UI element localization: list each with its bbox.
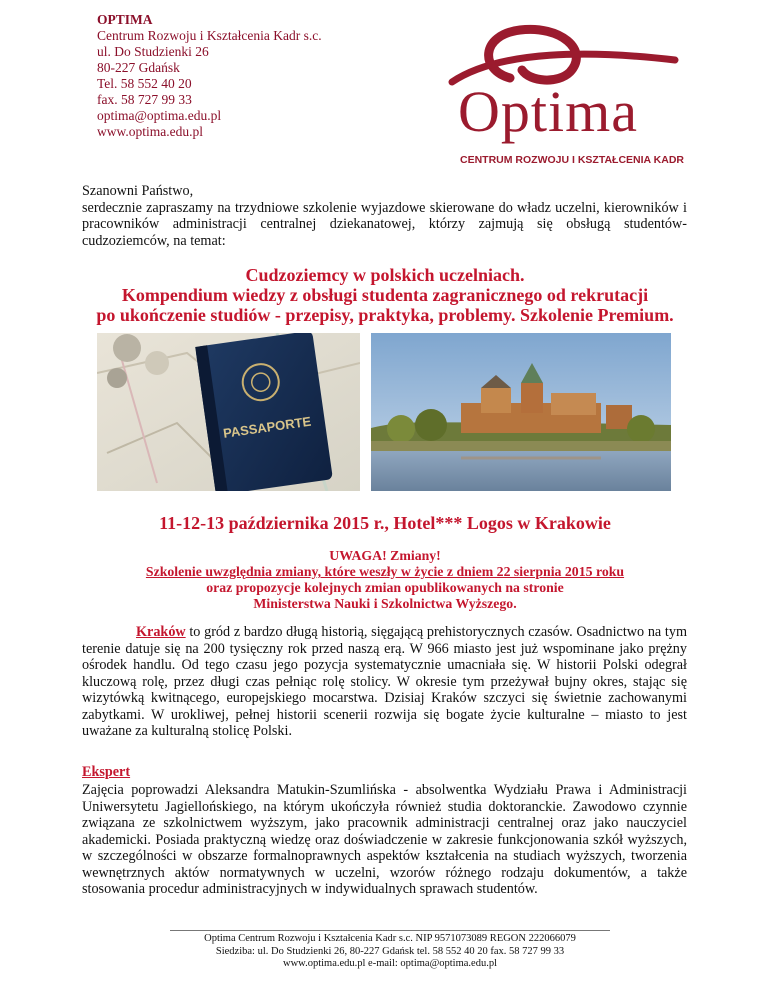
footer [100,933,680,971]
notice-line-1: Szkolenie uwzględnia zmiany, które weszły w życie z dniem 22 sierpnia 2015 roku [145,564,625,579]
phone-number: Tel. 58 552 40 20 [97,76,192,91]
intro-text: serdecznie zapraszamy na trzydniowe szkolenie wyjazdowe skierowane do władz uczelni, kierowników i pracowników administracji centralnej dziekanatowej, którzy zajmują się obsługą studentów-cudzoziemców, na temat: [82,199,687,249]
email-link[interactable]: optima@optima.edu.pl [97,108,222,123]
footer-line-1: Optima Centrum Rozwoju i Kształcenia Kadr s.c. NIP 9571073089 REGON 222066079 [204,933,576,944]
title-line-3: po ukończenie studiów - przepisy, praktyka, problemy. Szkolenie Premium. [96,305,674,325]
title-line-1: Cudzoziemcy w polskich uczelniach. [245,265,525,285]
header-contact-block [97,12,427,140]
footer-divider [170,930,610,931]
footer-line-2: Siedziba: ul. Do Studzienki 26, 80-227 Gdańsk tel. 58 552 40 20 fax. 58 727 99 33 [215,945,565,957]
title-line-2: Kompendium wiedzy z obsługi studenta zagranicznego od rekrutacji [121,285,649,305]
event-date-location: 11-12-13 października 2015 r., Hotel*** Logos w Krakowie [159,513,611,533]
notice-line-3: Ministerstwa Nauki i Szkolnictwa Wyższego. [253,596,517,611]
expert-heading: Ekspert [82,764,131,780]
logo-subtitle: CENTRUM ROZWOJU I KSZTAŁCENIA KADR [460,154,684,166]
intro-section [82,183,687,249]
greeting: Szanowni Państwo, [82,183,194,199]
company-name: Centrum Rozwoju i Kształcenia Kadr s.c. [97,28,322,43]
organization-name: OPTIMA [97,12,153,27]
passport-label: PASSAPORTE [222,413,312,441]
logo-wordmark: Optima [458,79,638,144]
website-link[interactable]: www.optima.edu.pl [97,124,203,139]
krakow-keyword: Kraków [136,624,186,640]
passport-illustration [97,333,360,491]
footer-line-3: www.optima.edu.pl e-mail: optima@optima.edu.pl [283,958,497,969]
krakow-paragraph [82,624,687,740]
fax-number: fax. 58 727 99 33 [97,92,192,107]
changes-notice [60,548,710,612]
notice-line-2: oraz propozycje kolejnych zmian opublikowanych na stronie [206,580,564,595]
krakow-text: to gród z bardzo długą historią, sięgającą prehistorycznych czasów. Osadnictwo na tym terenie datuje się na 200 tysięczny rok przed naszą erą. W 966 miasto jest już wspominane jako prężny ośrodek handlu. Od tego czasu jego pozycja systematycznie umacniała się. W historii Polski odegrał kluczową rolę, przez długi czas pełniąc rolę stolicy. W okresie tym przeżywał bujny okres, stając się wizytówką kwitnącego, europejskiego mocarstwa. Dzisiaj Kraków szczyci się świetnie zachowanymi zabytkami. W urokliwej, pełnej historii scenerii rozwija się bogate życie kulturalne – miasto to jest uważane za kulturalną stolicę Polski. [82,624,687,739]
optima-logo [440,20,684,170]
training-title [60,265,710,325]
passport-image [97,333,360,491]
postal-address: 80-227 Gdańsk [97,60,180,75]
wawel-castle-image [371,333,671,491]
wawel-illustration [371,333,671,491]
notice-heading: UWAGA! Zmiany! [329,548,441,563]
street-address: ul. Do Studzienki 26 [97,44,209,59]
expert-paragraph: Zajęcia poprowadzi Aleksandra Matukin-Szumlińska - absolwentka Wydziału Prawa i Administracji Uniwersytetu Jagiellońskiego, na którym ukończyła również studia doktoranckie. Zawodowo czynnie związana ze szkolnictwem wyższym, jako pracownik administracji centralnej oraz jako nauczyciel akademicki. Posiada praktyczną wiedzę oraz doświadczenie w zakresie funkcjonowania szkół wyższych, w szczególności w obszarze formalnoprawnych aspektów kształcenia na studiach wyższych, tworzenia wewnętrznych aktów normatywnych w uczelni, wzorów różnego rodzaju dokumentów, a także stosowania procedur administracyjnych w indywidualnych sprawach studentów. [82,782,687,897]
